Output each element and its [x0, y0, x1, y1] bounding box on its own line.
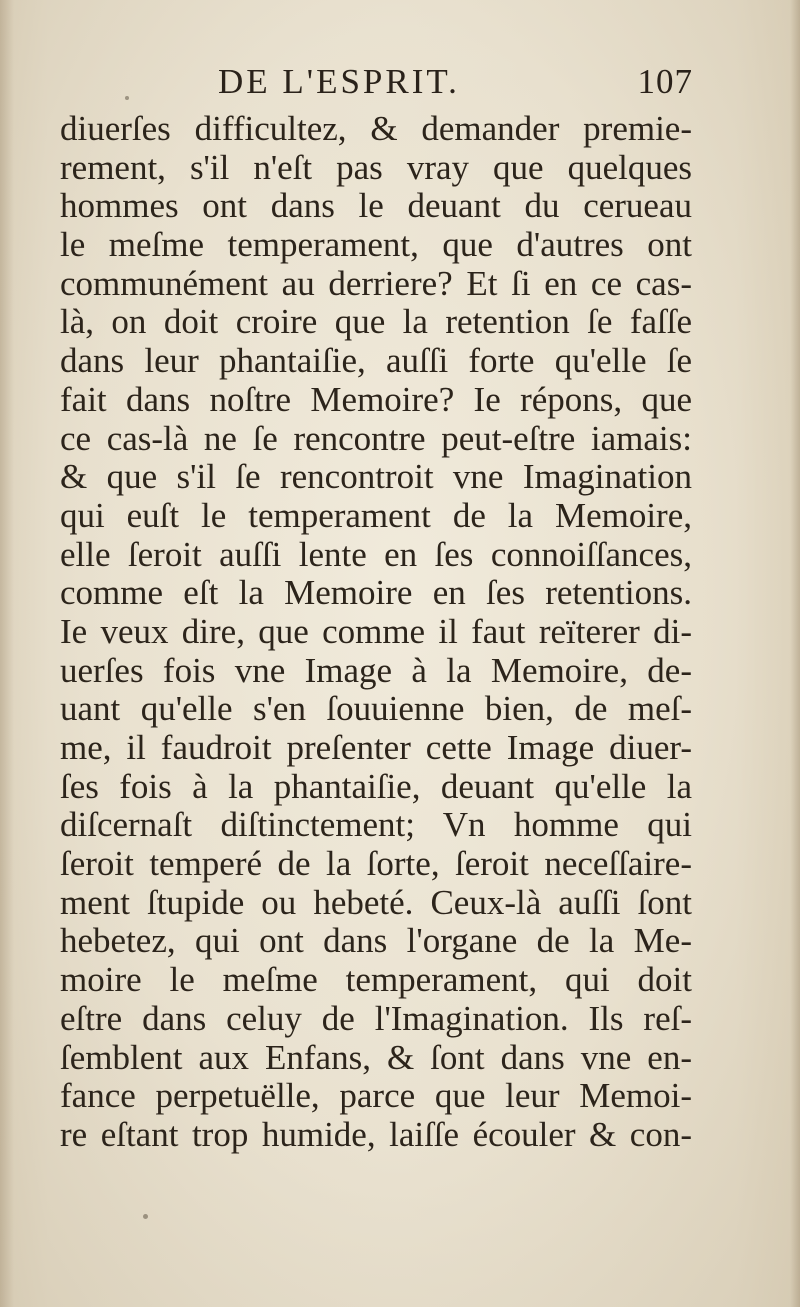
text-line: uerſes fois vne Image à la Memoire, de-: [60, 650, 692, 690]
running-title: DE L'ESPRIT.: [218, 62, 460, 101]
body-text: [60, 110, 692, 1155]
text-line: ſeroit temperé de la ſorte, ſeroit neceſſaire-: [60, 844, 692, 884]
text-line: me, il faudroit preſenter cette Image diuer-: [60, 728, 692, 767]
text-line: fait dans noſtre Memoire? Ie répons, que: [60, 379, 692, 419]
text-line: fance perpetuëlle, parce que leur Memoi-: [60, 1076, 692, 1116]
text-line: Ie veux dire, que comme il faut reïterer di-: [60, 611, 692, 651]
text-line: ment ſtupide ou hebeté. Ceux-là auſſi ſont: [60, 882, 692, 922]
text-line: ſemblent aux Enfans, & ſont dans vne en-: [60, 1037, 692, 1077]
running-head: [218, 62, 693, 108]
text-line: dans leur phantaiſie, auſſi forte qu'elle ſe: [60, 341, 692, 381]
text-line: ſes fois à la phantaiſie, deuant qu'elle la: [60, 766, 692, 806]
text-line: le meſme temperament, que d'autres ont: [60, 225, 692, 265]
text-line: comme eſt la Memoire en ſes retentions.: [60, 573, 692, 613]
text-line: diuerſes difficultez, & demander premie-: [60, 109, 692, 148]
text-line: hebetez, qui ont dans l'organe de la Me-: [60, 921, 692, 961]
text-line: qui euſt le temperament de la Memoire,: [60, 495, 692, 535]
text-line: diſcernaſt diſtinctement; Vn homme qui: [60, 805, 692, 845]
text-line: elle ſeroit auſſi lente en ſes connoiſſances,: [60, 534, 692, 574]
ink-speck: [125, 96, 129, 100]
text-line: ce cas-là ne ſe rencontre peut-eſtre iamais:: [60, 418, 692, 458]
ink-speck: [143, 1214, 148, 1219]
text-line: uant qu'elle s'en ſouuienne bien, de meſ-: [60, 689, 692, 729]
text-line: communément au derriere? Et ſi en ce cas-: [60, 263, 692, 303]
text-line: eſtre dans celuy de l'Imagination. Ils reſ-: [60, 998, 692, 1038]
text-line: re eſtant trop humide, laiſſe écouler & con-: [60, 1114, 692, 1154]
text-line: hommes ont dans le deuant du cerueau: [60, 186, 692, 226]
text-line: rement, s'il n'eſt pas vray que quelques: [60, 147, 692, 187]
text-line: moire le meſme temperament, qui doit: [60, 960, 692, 1000]
page-number: 107: [637, 62, 693, 101]
text-line: & que s'il ſe rencontroit vne Imagination: [60, 457, 692, 497]
text-line: là, on doit croire que la retention ſe faſſe: [60, 302, 692, 342]
